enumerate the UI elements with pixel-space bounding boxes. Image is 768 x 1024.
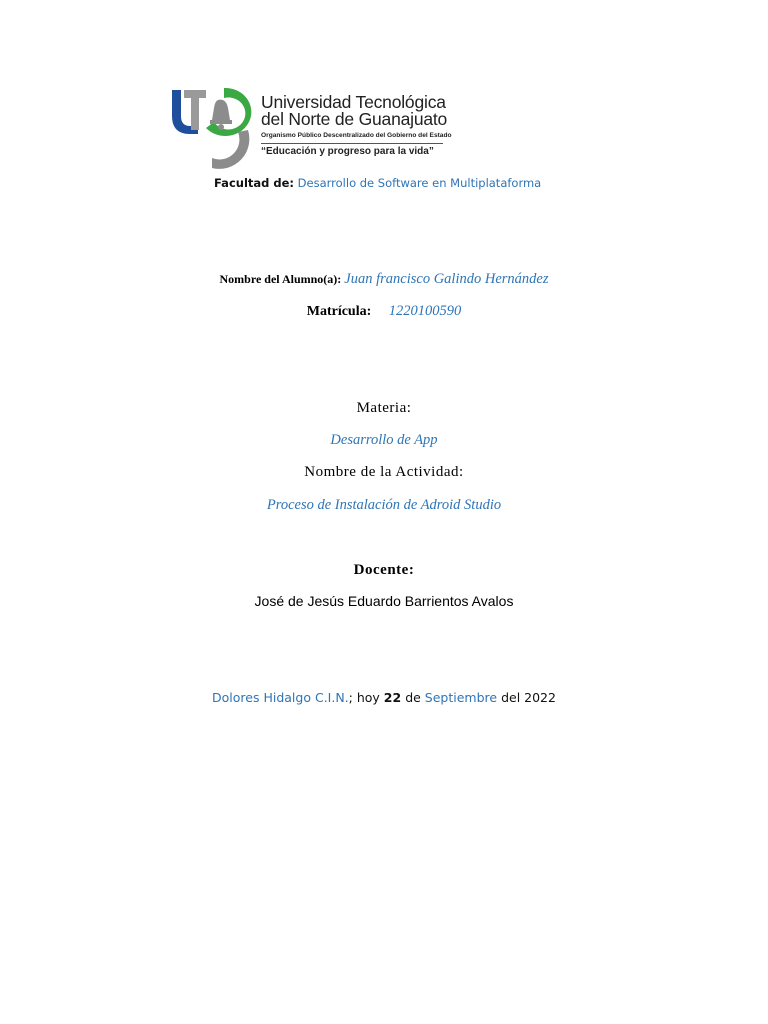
actividad-value: Proceso de Instalación de Adroid Studio	[266, 497, 502, 513]
materia-value: Desarrollo de App	[330, 432, 438, 448]
facultad-label: Facultad de:	[214, 176, 295, 190]
university-name	[261, 94, 447, 128]
alumno-value: Juan francisco Galindo Hernández	[344, 271, 549, 287]
organism-text: Organismo Público Descentralizado del Gobierno del Estado	[261, 132, 452, 139]
date-month: Septiembre	[424, 690, 498, 705]
date-year: del 2022	[501, 690, 556, 705]
date-line	[0, 690, 768, 705]
facultad-value: Desarrollo de Software en Multiplataforma	[297, 176, 542, 190]
docente-value: José de Jesús Eduardo Barrientos Avalos	[254, 593, 514, 609]
date-de: de	[405, 690, 421, 705]
motto-text: “Educación y progreso para la vida”	[261, 146, 434, 157]
university-logo	[168, 86, 452, 172]
docente-label: Docente:	[353, 562, 415, 578]
materia-label: Materia:	[356, 400, 412, 416]
matricula-label: Matrícula:	[306, 304, 372, 319]
date-place: Dolores Hidalgo C.I.N.	[212, 690, 349, 705]
matricula-value: 1220100590	[388, 303, 462, 319]
actividad-label: Nombre de la Actividad:	[304, 464, 464, 480]
university-name-line1: Universidad Tecnológica	[261, 92, 446, 112]
date-day: 22	[383, 690, 402, 705]
matricula-line	[0, 303, 768, 320]
divider	[261, 143, 443, 144]
alumno-line	[0, 271, 768, 288]
utng-emblem-icon	[168, 86, 260, 172]
university-name-line2: del Norte de Guanajuato	[261, 109, 448, 129]
alumno-label: Nombre del Alumno(a):	[219, 272, 342, 286]
facultad-line	[214, 176, 541, 190]
date-sep: ; hoy	[348, 690, 380, 705]
